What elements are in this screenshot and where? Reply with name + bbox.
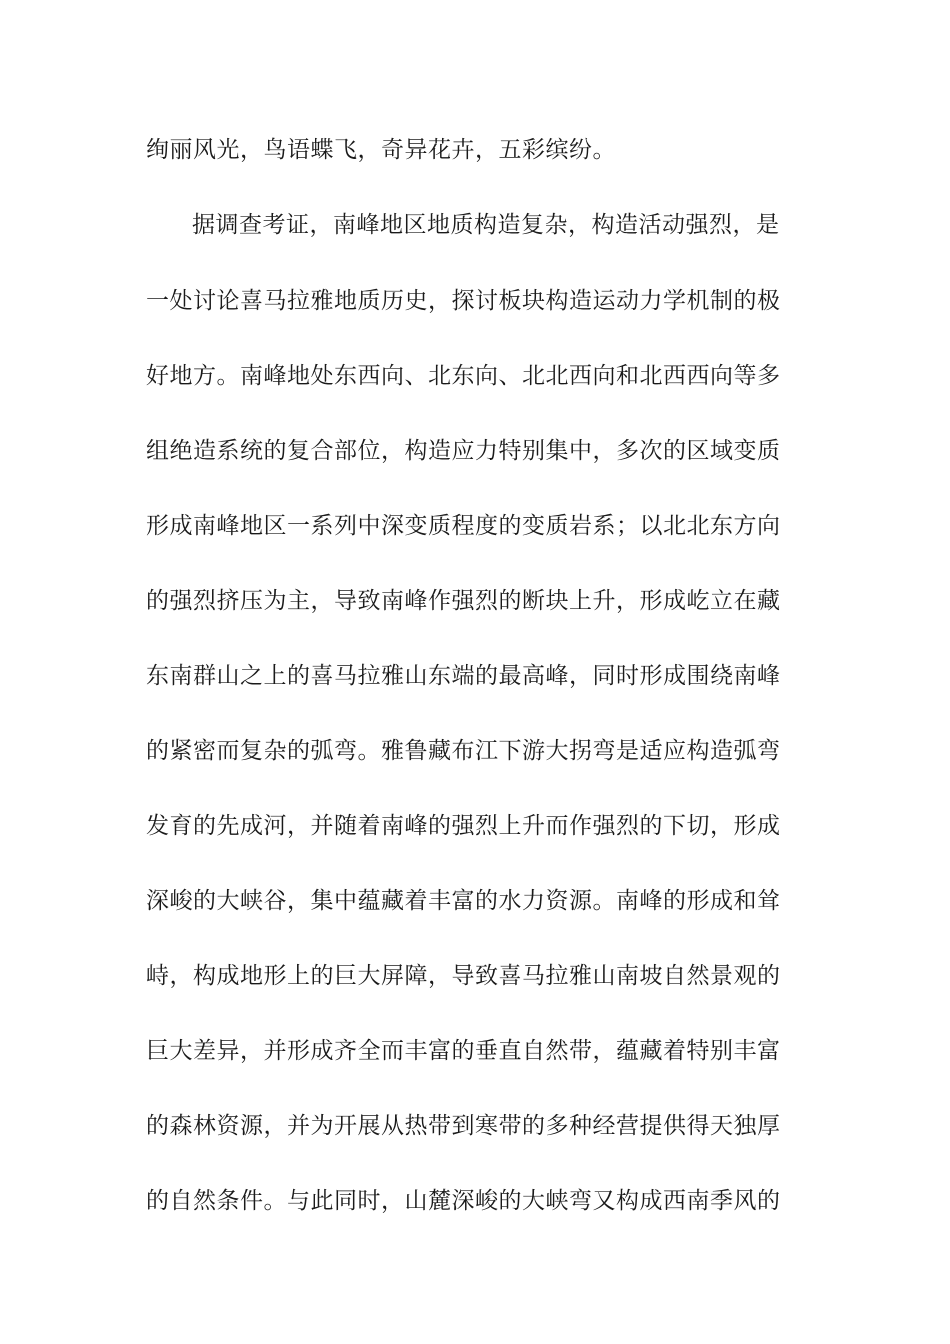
paragraph-line: 巨大差异，并形成齐全而丰富的垂直自然带，蕴藏着特别丰富 [146, 1038, 781, 1064]
paragraph-line: 峙，构成地形上的巨大屏障，导致喜马拉雅山南坡自然景观的 [146, 963, 781, 989]
paragraph-line: 发育的先成河，并随着南峰的强烈上升而作强烈的下切，形成 [146, 813, 781, 839]
paragraph-line: 的自然条件。与此同时，山麓深峻的大峡弯又构成西南季风的 [146, 1188, 781, 1214]
paragraph-line: 组绝造系统的复合部位，构造应力特别集中，多次的区域变质 [146, 438, 781, 464]
paragraph-line: 深峻的大峡谷，集中蕴藏着丰富的水力资源。南峰的形成和耸 [146, 888, 781, 914]
paragraph-line: 据调查考证，南峰地区地质构造复杂，构造活动强烈，是 [192, 212, 780, 238]
paragraph-line: 绚丽风光，鸟语蝶飞，奇异花卉，五彩缤纷。 [146, 137, 616, 163]
paragraph-line: 一处讨论喜马拉雅地质历史，探讨板块构造运动力学机制的极 [146, 288, 781, 314]
paragraph-line: 东南群山之上的喜马拉雅山东端的最高峰，同时形成围绕南峰 [146, 663, 781, 689]
paragraph-line: 的强烈挤压为主，导致南峰作强烈的断块上升，形成屹立在藏 [146, 588, 781, 614]
paragraph-line: 的紧密而复杂的弧弯。雅鲁藏布江下游大拐弯是适应构造弧弯 [146, 738, 781, 764]
paragraph-line: 形成南峰地区一系列中深变质程度的变质岩系；以北北东方向 [146, 513, 781, 539]
paragraph-line: 的森林资源，并为开展从热带到寒带的多种经营提供得天独厚 [146, 1113, 781, 1139]
paragraph-line: 好地方。南峰地处东西向、北东向、北北西向和北西西向等多 [146, 363, 781, 389]
